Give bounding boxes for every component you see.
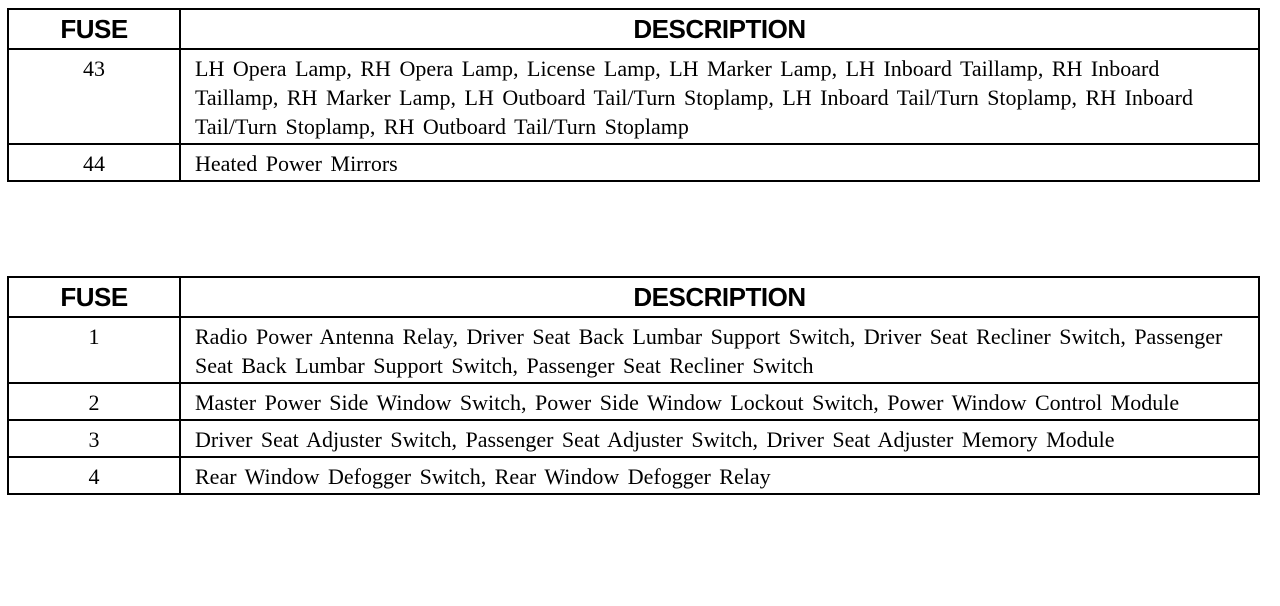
table-row xyxy=(8,49,1259,144)
table-row xyxy=(8,317,1259,383)
fuse-number: 44 xyxy=(8,144,180,181)
fuse-column-header: FUSE xyxy=(8,277,180,317)
fuse-description: Heated Power Mirrors xyxy=(180,144,1259,181)
description-column-header: DESCRIPTION xyxy=(180,9,1259,49)
table-row xyxy=(8,383,1259,420)
fuse-table-2 xyxy=(7,276,1260,495)
table-row xyxy=(8,457,1259,494)
fuse-number: 43 xyxy=(8,49,180,144)
fuse-table-1 xyxy=(7,8,1260,182)
table-header-row xyxy=(8,277,1259,317)
fuse-number: 2 xyxy=(8,383,180,420)
table-row xyxy=(8,144,1259,181)
fuse-number: 4 xyxy=(8,457,180,494)
fuse-number: 1 xyxy=(8,317,180,383)
fuse-description: LH Opera Lamp, RH Opera Lamp, License Lamp, LH Marker Lamp, LH Inboard Taillamp, RH Inboard Taillamp, RH Marker Lamp, LH Outboard Tail/Turn Stoplamp, LH Inboard Tail/Turn Stoplamp, RH Inboard Tail/Turn Stoplamp, RH Outboard Tail/Turn Stoplamp xyxy=(180,49,1259,144)
description-column-header: DESCRIPTION xyxy=(180,277,1259,317)
table-header-row xyxy=(8,9,1259,49)
fuse-description: Rear Window Defogger Switch, Rear Window Defogger Relay xyxy=(180,457,1259,494)
fuse-column-header: FUSE xyxy=(8,9,180,49)
fuse-description: Driver Seat Adjuster Switch, Passenger Seat Adjuster Switch, Driver Seat Adjuster Memory Module xyxy=(180,420,1259,457)
table-row xyxy=(8,420,1259,457)
fuse-description: Master Power Side Window Switch, Power Side Window Lockout Switch, Power Window Control Module xyxy=(180,383,1259,420)
fuse-number: 3 xyxy=(8,420,180,457)
fuse-description: Radio Power Antenna Relay, Driver Seat Back Lumbar Support Switch, Driver Seat Recliner Switch, Passenger Seat Back Lumbar Support Switch, Passenger Seat Recliner Switch xyxy=(180,317,1259,383)
